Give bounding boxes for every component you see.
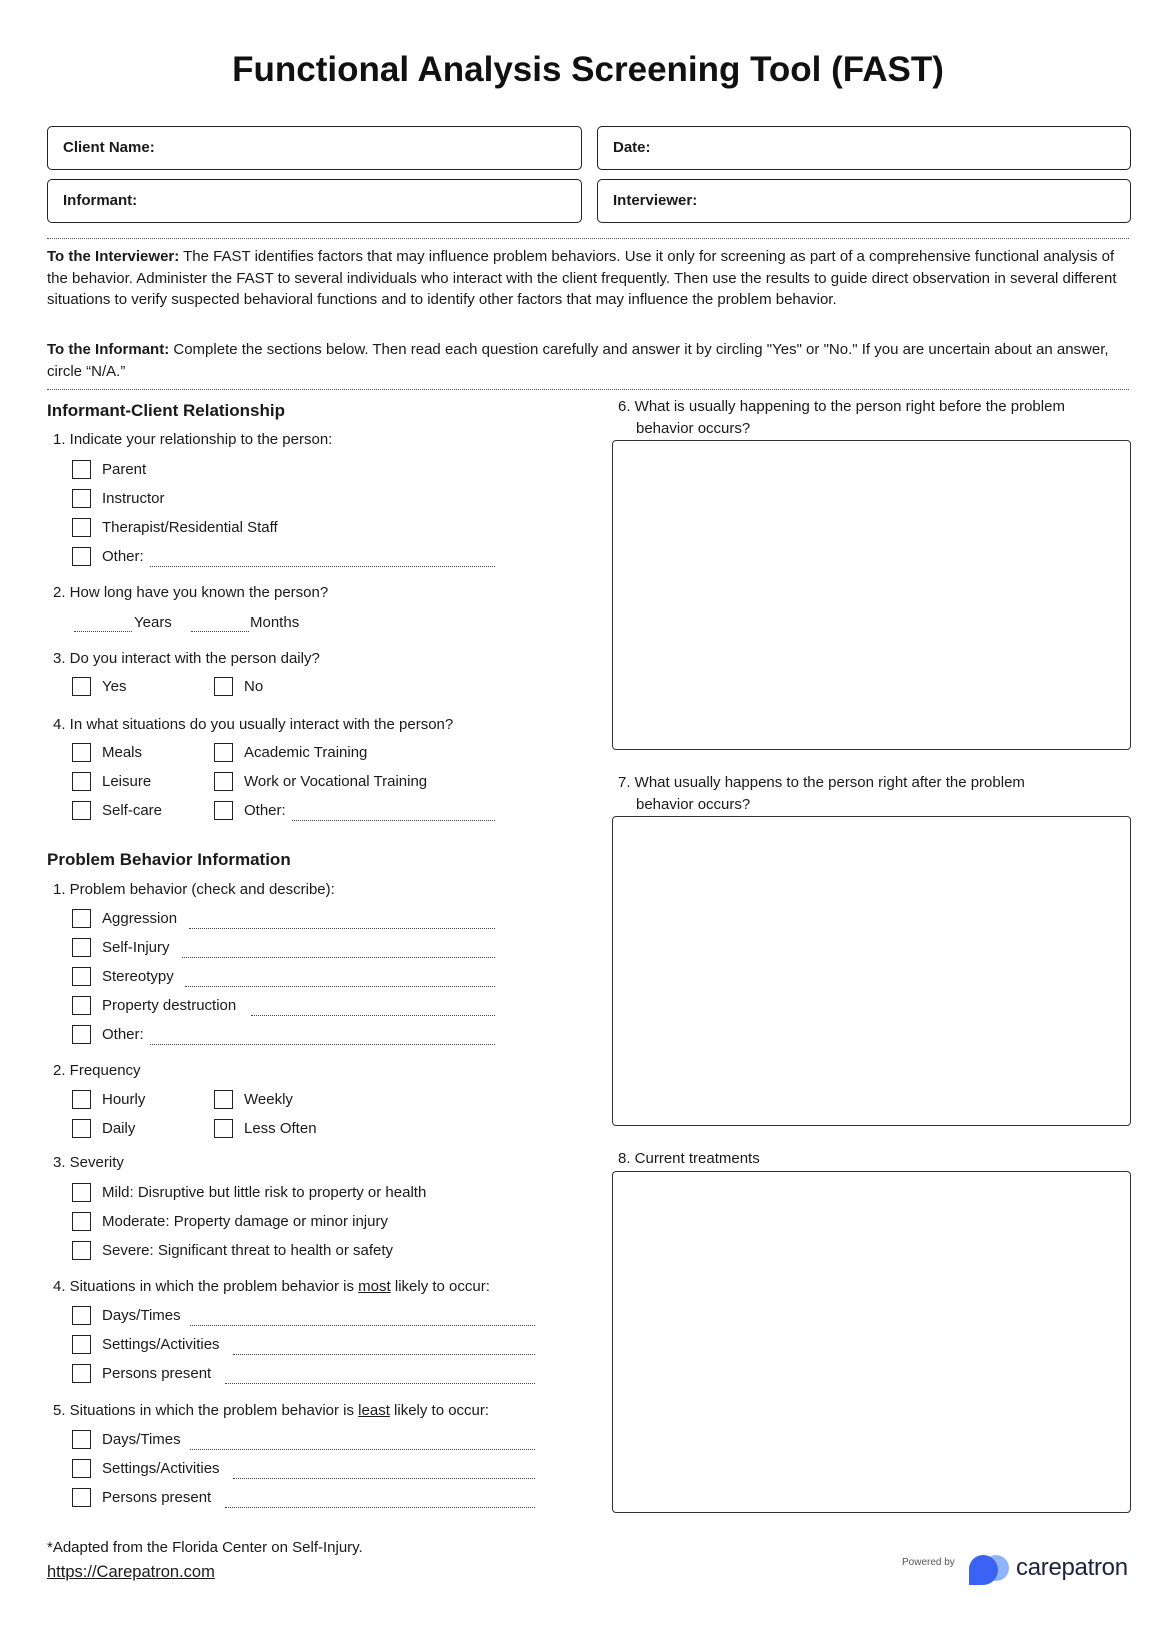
interviewer-instructions-label: To the Interviewer: — [47, 248, 180, 265]
question-most-likely — [53, 1278, 490, 1295]
checkbox-icon[interactable] — [72, 1430, 91, 1449]
self-injury-line[interactable] — [182, 957, 495, 958]
current-treatments-answer-box[interactable] — [612, 1171, 1131, 1513]
option-label: Meals — [102, 744, 143, 761]
question-least-likely — [53, 1402, 489, 1419]
checkbox-icon[interactable] — [72, 489, 91, 508]
question-after-behavior: 7. What usually happens to the person right after the problem — [618, 774, 1025, 791]
question-frequency: 2. Frequency — [53, 1062, 141, 1079]
least-settings-line[interactable] — [233, 1478, 535, 1479]
least-days-times-line[interactable] — [190, 1449, 535, 1450]
option-label: Mild: Disruptive but little risk to property or health — [102, 1184, 427, 1201]
question-daily: 3. Do you interact with the person daily? — [53, 650, 320, 667]
question-text: 5. Situations in which the problem behavior is — [53, 1402, 359, 1419]
option-label: Less Often — [244, 1120, 317, 1137]
divider — [47, 389, 1129, 390]
option-label: No — [244, 678, 264, 695]
option-label: Days/Times — [102, 1307, 181, 1324]
question-relationship: 1. Indicate your relationship to the person: — [53, 431, 333, 448]
other-relationship-line[interactable] — [150, 566, 495, 567]
question-severity: 3. Severity — [53, 1154, 124, 1171]
divider — [47, 238, 1129, 239]
question-emphasis: most — [358, 1278, 391, 1295]
carepatron-logo-icon — [965, 1553, 1013, 1587]
checkbox-icon[interactable] — [72, 1212, 91, 1231]
checkbox-icon[interactable] — [72, 547, 91, 566]
checkbox-icon[interactable] — [72, 1306, 91, 1325]
checkbox-icon[interactable] — [72, 996, 91, 1015]
option-label: Settings/Activities — [102, 1460, 220, 1477]
most-persons-line[interactable] — [225, 1383, 535, 1384]
question-text: likely to occur: — [389, 1402, 490, 1419]
checkbox-icon[interactable] — [72, 909, 91, 928]
checkbox-icon[interactable] — [72, 1241, 91, 1260]
property-destruction-line[interactable] — [251, 1015, 495, 1016]
question-before-behavior-cont: behavior occurs? — [636, 420, 751, 437]
question-current-treatments: 8. Current treatments — [618, 1150, 760, 1167]
years-label: Years — [134, 614, 172, 631]
option-label: Parent — [102, 461, 147, 478]
option-label: Persons present — [102, 1489, 212, 1506]
date-label: Date: — [613, 139, 651, 156]
interviewer-instructions — [47, 246, 1132, 311]
option-label: Academic Training — [244, 744, 368, 761]
stereotypy-line[interactable] — [185, 986, 495, 987]
option-label: Work or Vocational Training — [244, 773, 428, 790]
option-label: Self-care — [102, 802, 163, 819]
months-label: Months — [250, 614, 300, 631]
option-label: Daily — [102, 1120, 136, 1137]
brand-name: carepatron — [1016, 1554, 1128, 1581]
most-settings-line[interactable] — [233, 1354, 535, 1355]
page-title: Functional Analysis Screening Tool (FAST) — [232, 50, 944, 89]
checkbox-icon[interactable] — [72, 1090, 91, 1109]
checkbox-icon[interactable] — [72, 518, 91, 537]
option-label: Hourly — [102, 1091, 146, 1108]
checkbox-icon[interactable] — [72, 1119, 91, 1138]
option-label: Settings/Activities — [102, 1336, 220, 1353]
option-label: Instructor — [102, 490, 165, 507]
interviewer-label: Interviewer: — [613, 192, 698, 209]
option-label: Other: — [102, 1026, 144, 1043]
other-behavior-line[interactable] — [150, 1044, 495, 1045]
checkbox-icon[interactable] — [214, 677, 233, 696]
question-text: likely to occur: — [390, 1278, 490, 1295]
checkbox-icon[interactable] — [214, 772, 233, 791]
question-before-behavior: 6. What is usually happening to the person right before the problem — [618, 398, 1065, 415]
option-label: Weekly — [244, 1091, 293, 1108]
checkbox-icon[interactable] — [72, 1364, 91, 1383]
question-known-duration: 2. How long have you known the person? — [53, 584, 329, 601]
informant-instructions — [47, 339, 1132, 382]
months-line[interactable] — [191, 631, 249, 632]
checkbox-icon[interactable] — [214, 1119, 233, 1138]
option-label: Persons present — [102, 1365, 212, 1382]
checkbox-icon[interactable] — [72, 801, 91, 820]
footnote: *Adapted from the Florida Center on Self-Injury. — [47, 1539, 363, 1556]
option-label: Therapist/Residential Staff — [102, 519, 278, 536]
interviewer-field[interactable] — [597, 179, 1131, 223]
option-label: Severe: Significant threat to health or safety — [102, 1242, 393, 1259]
option-label: Property destruction — [102, 997, 237, 1014]
least-persons-line[interactable] — [225, 1507, 535, 1508]
option-label: Other: — [244, 802, 286, 819]
checkbox-icon[interactable] — [214, 1090, 233, 1109]
years-line[interactable] — [74, 631, 132, 632]
question-situations: 4. In what situations do you usually interact with the person? — [53, 716, 454, 733]
checkbox-icon[interactable] — [72, 1335, 91, 1354]
informant-label: Informant: — [63, 192, 138, 209]
carepatron-wordmark — [1016, 1554, 1128, 1582]
option-label: Aggression — [102, 910, 178, 927]
informant-instructions-text: Complete the sections below. Then read each question carefully and answer it by circling "Yes" or "No." If you are uncertain about an answer, circle “N/A.” — [47, 341, 1109, 380]
checkbox-icon[interactable] — [72, 743, 91, 762]
client-name-label: Client Name: — [63, 139, 155, 156]
option-label: Yes — [102, 678, 127, 695]
option-label: Self-Injury — [102, 939, 170, 956]
other-situation-line[interactable] — [292, 820, 495, 821]
question-problem-behavior: 1. Problem behavior (check and describe): — [53, 881, 335, 898]
after-behavior-answer-box[interactable] — [612, 816, 1131, 1126]
interviewer-instructions-text: The FAST identifies factors that may influence problem behaviors. Use it only for screening as part of a comprehensive functional analysis of the behavior. Administer the FAST to several individuals who interact with the client frequently. Then use the results to guide direct observation in several different situations to verify suspected behavioral functions and to identify other factors that may influence the problem behavior. — [47, 248, 1117, 308]
aggression-line[interactable] — [189, 928, 495, 929]
checkbox-icon[interactable] — [72, 1025, 91, 1044]
question-text: 4. Situations in which the problem behavior is — [53, 1278, 359, 1295]
question-emphasis: least — [358, 1402, 390, 1419]
checkbox-icon[interactable] — [72, 967, 91, 986]
section-heading-behavior: Problem Behavior Information — [47, 850, 291, 869]
informant-instructions-label: To the Informant: — [47, 341, 170, 358]
powered-by-label: Powered by — [902, 1557, 955, 1568]
checkbox-icon[interactable] — [72, 460, 91, 479]
before-behavior-answer-box[interactable] — [612, 440, 1131, 750]
question-after-behavior-cont: behavior occurs? — [636, 796, 751, 813]
checkbox-icon[interactable] — [72, 677, 91, 696]
option-label: Moderate: Property damage or minor injury — [102, 1213, 388, 1230]
option-label: Leisure — [102, 773, 152, 790]
checkbox-icon[interactable] — [214, 743, 233, 762]
carepatron-link[interactable]: https://Carepatron.com — [47, 1563, 215, 1581]
checkbox-icon[interactable] — [72, 1488, 91, 1507]
checkbox-icon[interactable] — [72, 938, 91, 957]
section-heading-relationship: Informant-Client Relationship — [47, 401, 285, 420]
checkbox-icon[interactable] — [72, 1183, 91, 1202]
checkbox-icon[interactable] — [72, 1459, 91, 1478]
informant-field[interactable] — [47, 179, 582, 223]
option-label: Stereotypy — [102, 968, 174, 985]
most-days-times-line[interactable] — [190, 1325, 535, 1326]
checkbox-icon[interactable] — [214, 801, 233, 820]
date-field[interactable] — [597, 126, 1131, 170]
option-label: Days/Times — [102, 1431, 181, 1448]
option-label: Other: — [102, 548, 144, 565]
client-name-field[interactable] — [47, 126, 582, 170]
checkbox-icon[interactable] — [72, 772, 91, 791]
